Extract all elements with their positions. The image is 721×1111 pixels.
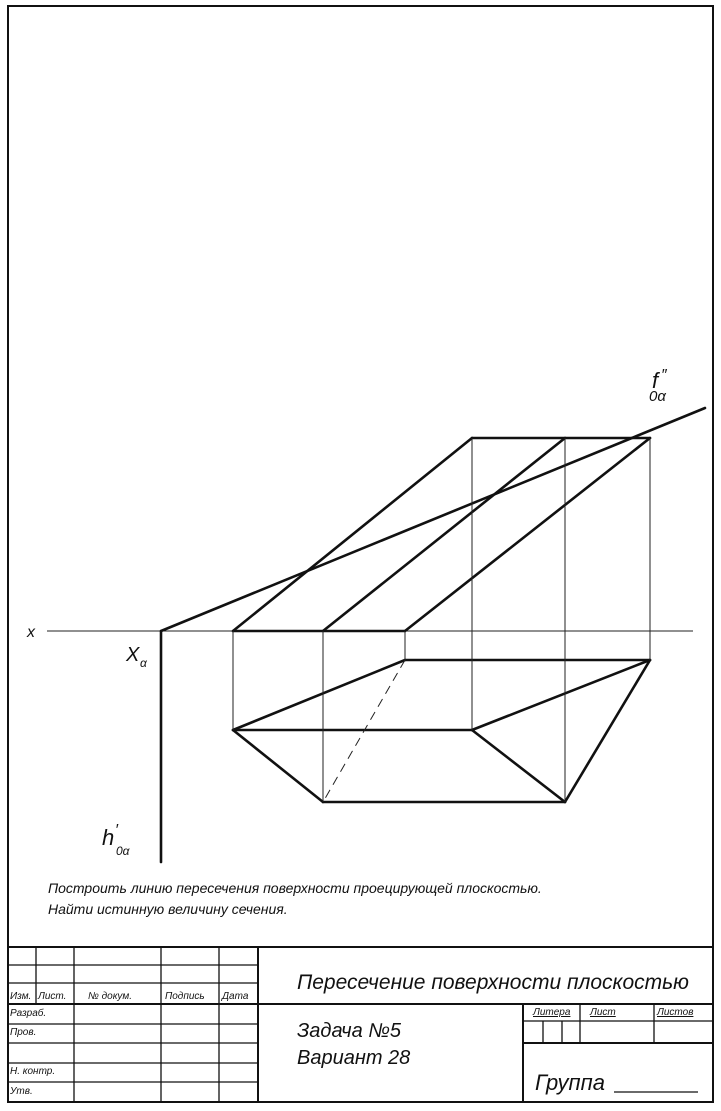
x-alpha-label (125, 644, 148, 670)
group-label: Группа (535, 1070, 605, 1095)
task-number: Задача №5 (297, 1020, 402, 1042)
f-trace-mark: ″ (661, 367, 667, 384)
role-approver: Утв. (10, 1086, 33, 1097)
header-sheet: Лист. (38, 991, 67, 1002)
variant-number: Вариант 28 (297, 1047, 411, 1069)
role-norm-control: Н. контр. (10, 1066, 56, 1077)
f-trace-main: f (652, 368, 659, 393)
x-axis-label: x (27, 624, 35, 641)
h-trace-sub: 0α (116, 844, 130, 858)
header-doc-no: № докум. (88, 991, 133, 1002)
role-developer: Разраб. (10, 1008, 47, 1019)
meta-litera: Литера (533, 1007, 571, 1018)
prism-horizontal-edge (233, 660, 405, 730)
prism-horizontal-edge (565, 660, 650, 802)
h-trace-label (102, 815, 131, 858)
task-text-line: Построить линию пересечения поверхности проецирующей плоскостью. (48, 880, 542, 896)
role-checker: Пров. (10, 1027, 37, 1038)
header-signature: Подпись (165, 991, 205, 1002)
frontal-trace-line (161, 408, 705, 631)
f-trace-sub: 0α (649, 388, 666, 405)
h-trace-main: h (102, 825, 115, 850)
prism-horizontal-edge (472, 730, 565, 802)
prism-frontal-edge (233, 438, 472, 631)
h-trace-mark: ′ (115, 822, 118, 839)
header-change: Изм. (10, 991, 32, 1002)
prism-horizontal-edge (472, 660, 650, 730)
x-alpha-main: X (126, 644, 140, 666)
sheet-frame (8, 6, 713, 1102)
meta-sheet: Лист (590, 1007, 616, 1018)
meta-sheets: Листов (657, 1007, 694, 1018)
task-text-line: Найти истинную величину сечения. (48, 901, 288, 917)
header-date: Дата (222, 991, 249, 1002)
drawing-title: Пересечение поверхности плоскостью (297, 971, 689, 994)
x-alpha-sub: α (140, 656, 147, 670)
f-trace-label (649, 360, 673, 405)
prism-horizontal-edge (233, 730, 323, 802)
